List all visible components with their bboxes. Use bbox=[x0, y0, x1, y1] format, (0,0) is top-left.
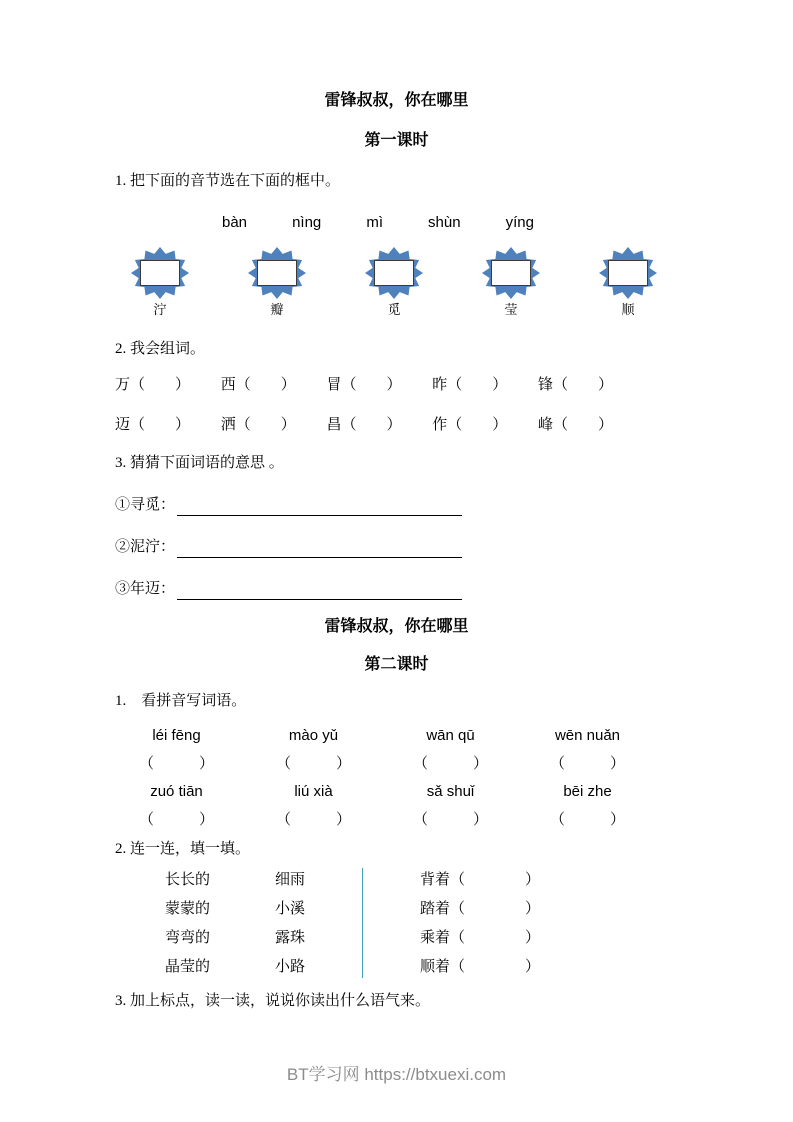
match-adjective: 弯弯的 bbox=[165, 930, 211, 946]
s2-q2-label: 2. 连一连，填一填。 bbox=[115, 841, 251, 857]
s1-q1-label: 1. 把下面的音节选在下面的框中。 bbox=[115, 173, 341, 189]
match-fill-item: 踏着（ ） bbox=[420, 901, 541, 917]
pinyin-item: bēi zhe bbox=[563, 783, 612, 800]
word-cell: 万（ ） bbox=[115, 377, 191, 393]
meaning-label: ①寻觅： bbox=[115, 497, 176, 513]
s2-paren-row-1 bbox=[108, 754, 656, 774]
answer-box bbox=[140, 260, 180, 286]
seal-badge-icon bbox=[131, 247, 189, 299]
badge-cell bbox=[598, 247, 658, 318]
answer-box bbox=[374, 260, 414, 286]
match-noun: 小溪 bbox=[275, 901, 306, 917]
answer-blank bbox=[177, 499, 462, 516]
s1-badge-row bbox=[130, 247, 658, 318]
pinyin-item: liú xià bbox=[294, 783, 333, 800]
match-block bbox=[165, 866, 595, 982]
pinyin-item: mì bbox=[366, 214, 383, 231]
pinyin-item: zuó tiān bbox=[150, 783, 203, 800]
word-cell: 昌（ ） bbox=[326, 417, 402, 433]
lesson-title-1: 雷锋叔叔，你在哪里 bbox=[324, 92, 469, 109]
pinyin-item: léi fēng bbox=[152, 727, 201, 744]
answer-parens: （ ） bbox=[549, 756, 625, 772]
badge-character: 觅 bbox=[387, 302, 401, 317]
seal-badge-icon bbox=[599, 247, 657, 299]
answer-parens: （ ） bbox=[275, 812, 351, 828]
answer-parens: （ ） bbox=[138, 756, 214, 772]
answer-box bbox=[257, 260, 297, 286]
word-cell: 锋（ ） bbox=[537, 377, 613, 393]
match-row bbox=[165, 895, 595, 924]
session-1-title: 第一课时 bbox=[364, 132, 429, 149]
word-cell: 西（ ） bbox=[220, 377, 296, 393]
seal-badge-icon bbox=[482, 247, 540, 299]
badge-cell bbox=[247, 247, 307, 318]
seal-badge-icon bbox=[365, 247, 423, 299]
footer bbox=[0, 1060, 793, 1085]
pinyin-item: wān qū bbox=[426, 727, 475, 744]
match-adjective: 长长的 bbox=[165, 872, 211, 888]
pinyin-item: sǎ shuǐ bbox=[426, 783, 475, 800]
seal-badge-icon bbox=[248, 247, 306, 299]
column-divider bbox=[362, 868, 363, 978]
s1-q3-label: 3. 猜猜下面词语的意思 。 bbox=[115, 455, 284, 471]
pinyin-item: wēn nuǎn bbox=[554, 727, 621, 744]
badge-character: 瓣 bbox=[270, 302, 284, 317]
match-adjective: 蒙蒙的 bbox=[165, 901, 211, 917]
answer-blank bbox=[177, 583, 462, 600]
badge-cell bbox=[130, 247, 190, 318]
answer-parens: （ ） bbox=[412, 812, 488, 828]
word-cell: 冒（ ） bbox=[326, 377, 402, 393]
answer-parens: （ ） bbox=[138, 812, 214, 828]
s2-paren-row-2 bbox=[108, 810, 656, 830]
s2-pinyin-row-1 bbox=[108, 726, 656, 746]
meaning-row bbox=[115, 536, 793, 558]
match-fill-item: 乘着（ ） bbox=[420, 930, 541, 946]
match-row bbox=[165, 866, 595, 895]
match-noun: 小路 bbox=[275, 959, 306, 975]
s2-pinyin-row-2 bbox=[108, 782, 656, 802]
badge-character: 顺 bbox=[621, 302, 635, 317]
badge-character: 泞 bbox=[153, 302, 167, 317]
badge-cell bbox=[481, 247, 541, 318]
s1-pinyin-row bbox=[222, 214, 534, 231]
word-cell: 昨（ ） bbox=[432, 377, 508, 393]
s1-q2-label: 2. 我会组词。 bbox=[115, 341, 206, 357]
badge-character: 莹 bbox=[504, 302, 518, 317]
pinyin-item: mào yǔ bbox=[288, 727, 339, 744]
pinyin-item: shùn bbox=[428, 214, 461, 231]
word-cell: 洒（ ） bbox=[220, 417, 296, 433]
footer-link[interactable]: BT学习网 https://btxuexi.com bbox=[286, 1065, 507, 1084]
pinyin-item: yíng bbox=[505, 214, 534, 231]
s2-q3-label: 3. 加上标点，读一读，说说你读出什么语气来。 bbox=[115, 993, 431, 1009]
answer-parens: （ ） bbox=[275, 756, 351, 772]
match-row bbox=[165, 953, 595, 982]
word-cell: 峰（ ） bbox=[537, 417, 613, 433]
badge-cell bbox=[364, 247, 424, 318]
pinyin-item: bàn bbox=[222, 214, 248, 231]
meaning-row bbox=[115, 578, 793, 600]
answer-box bbox=[608, 260, 648, 286]
answer-parens: （ ） bbox=[549, 812, 625, 828]
s1-word-row-2 bbox=[115, 414, 613, 436]
answer-blank bbox=[177, 541, 462, 558]
session-2-title: 第二课时 bbox=[364, 656, 429, 673]
s2-q1-label: 1. 看拼音写词语。 bbox=[115, 693, 247, 709]
meaning-label: ③年迈： bbox=[115, 581, 176, 597]
match-row bbox=[165, 924, 595, 953]
answer-box bbox=[491, 260, 531, 286]
match-noun: 细雨 bbox=[275, 872, 306, 888]
match-fill-item: 顺着（ ） bbox=[420, 959, 541, 975]
match-noun: 露珠 bbox=[275, 930, 306, 946]
pinyin-item: nìng bbox=[292, 214, 322, 231]
lesson-title-2: 雷锋叔叔，你在哪里 bbox=[324, 618, 469, 635]
word-cell: 作（ ） bbox=[432, 417, 508, 433]
s1-word-row-1 bbox=[115, 374, 613, 396]
word-cell: 迈（ ） bbox=[115, 417, 191, 433]
match-fill-item: 背着（ ） bbox=[420, 872, 541, 888]
meaning-row bbox=[115, 494, 793, 516]
meaning-label: ②泥泞： bbox=[115, 539, 176, 555]
answer-parens: （ ） bbox=[412, 756, 488, 772]
match-adjective: 晶莹的 bbox=[165, 959, 211, 975]
